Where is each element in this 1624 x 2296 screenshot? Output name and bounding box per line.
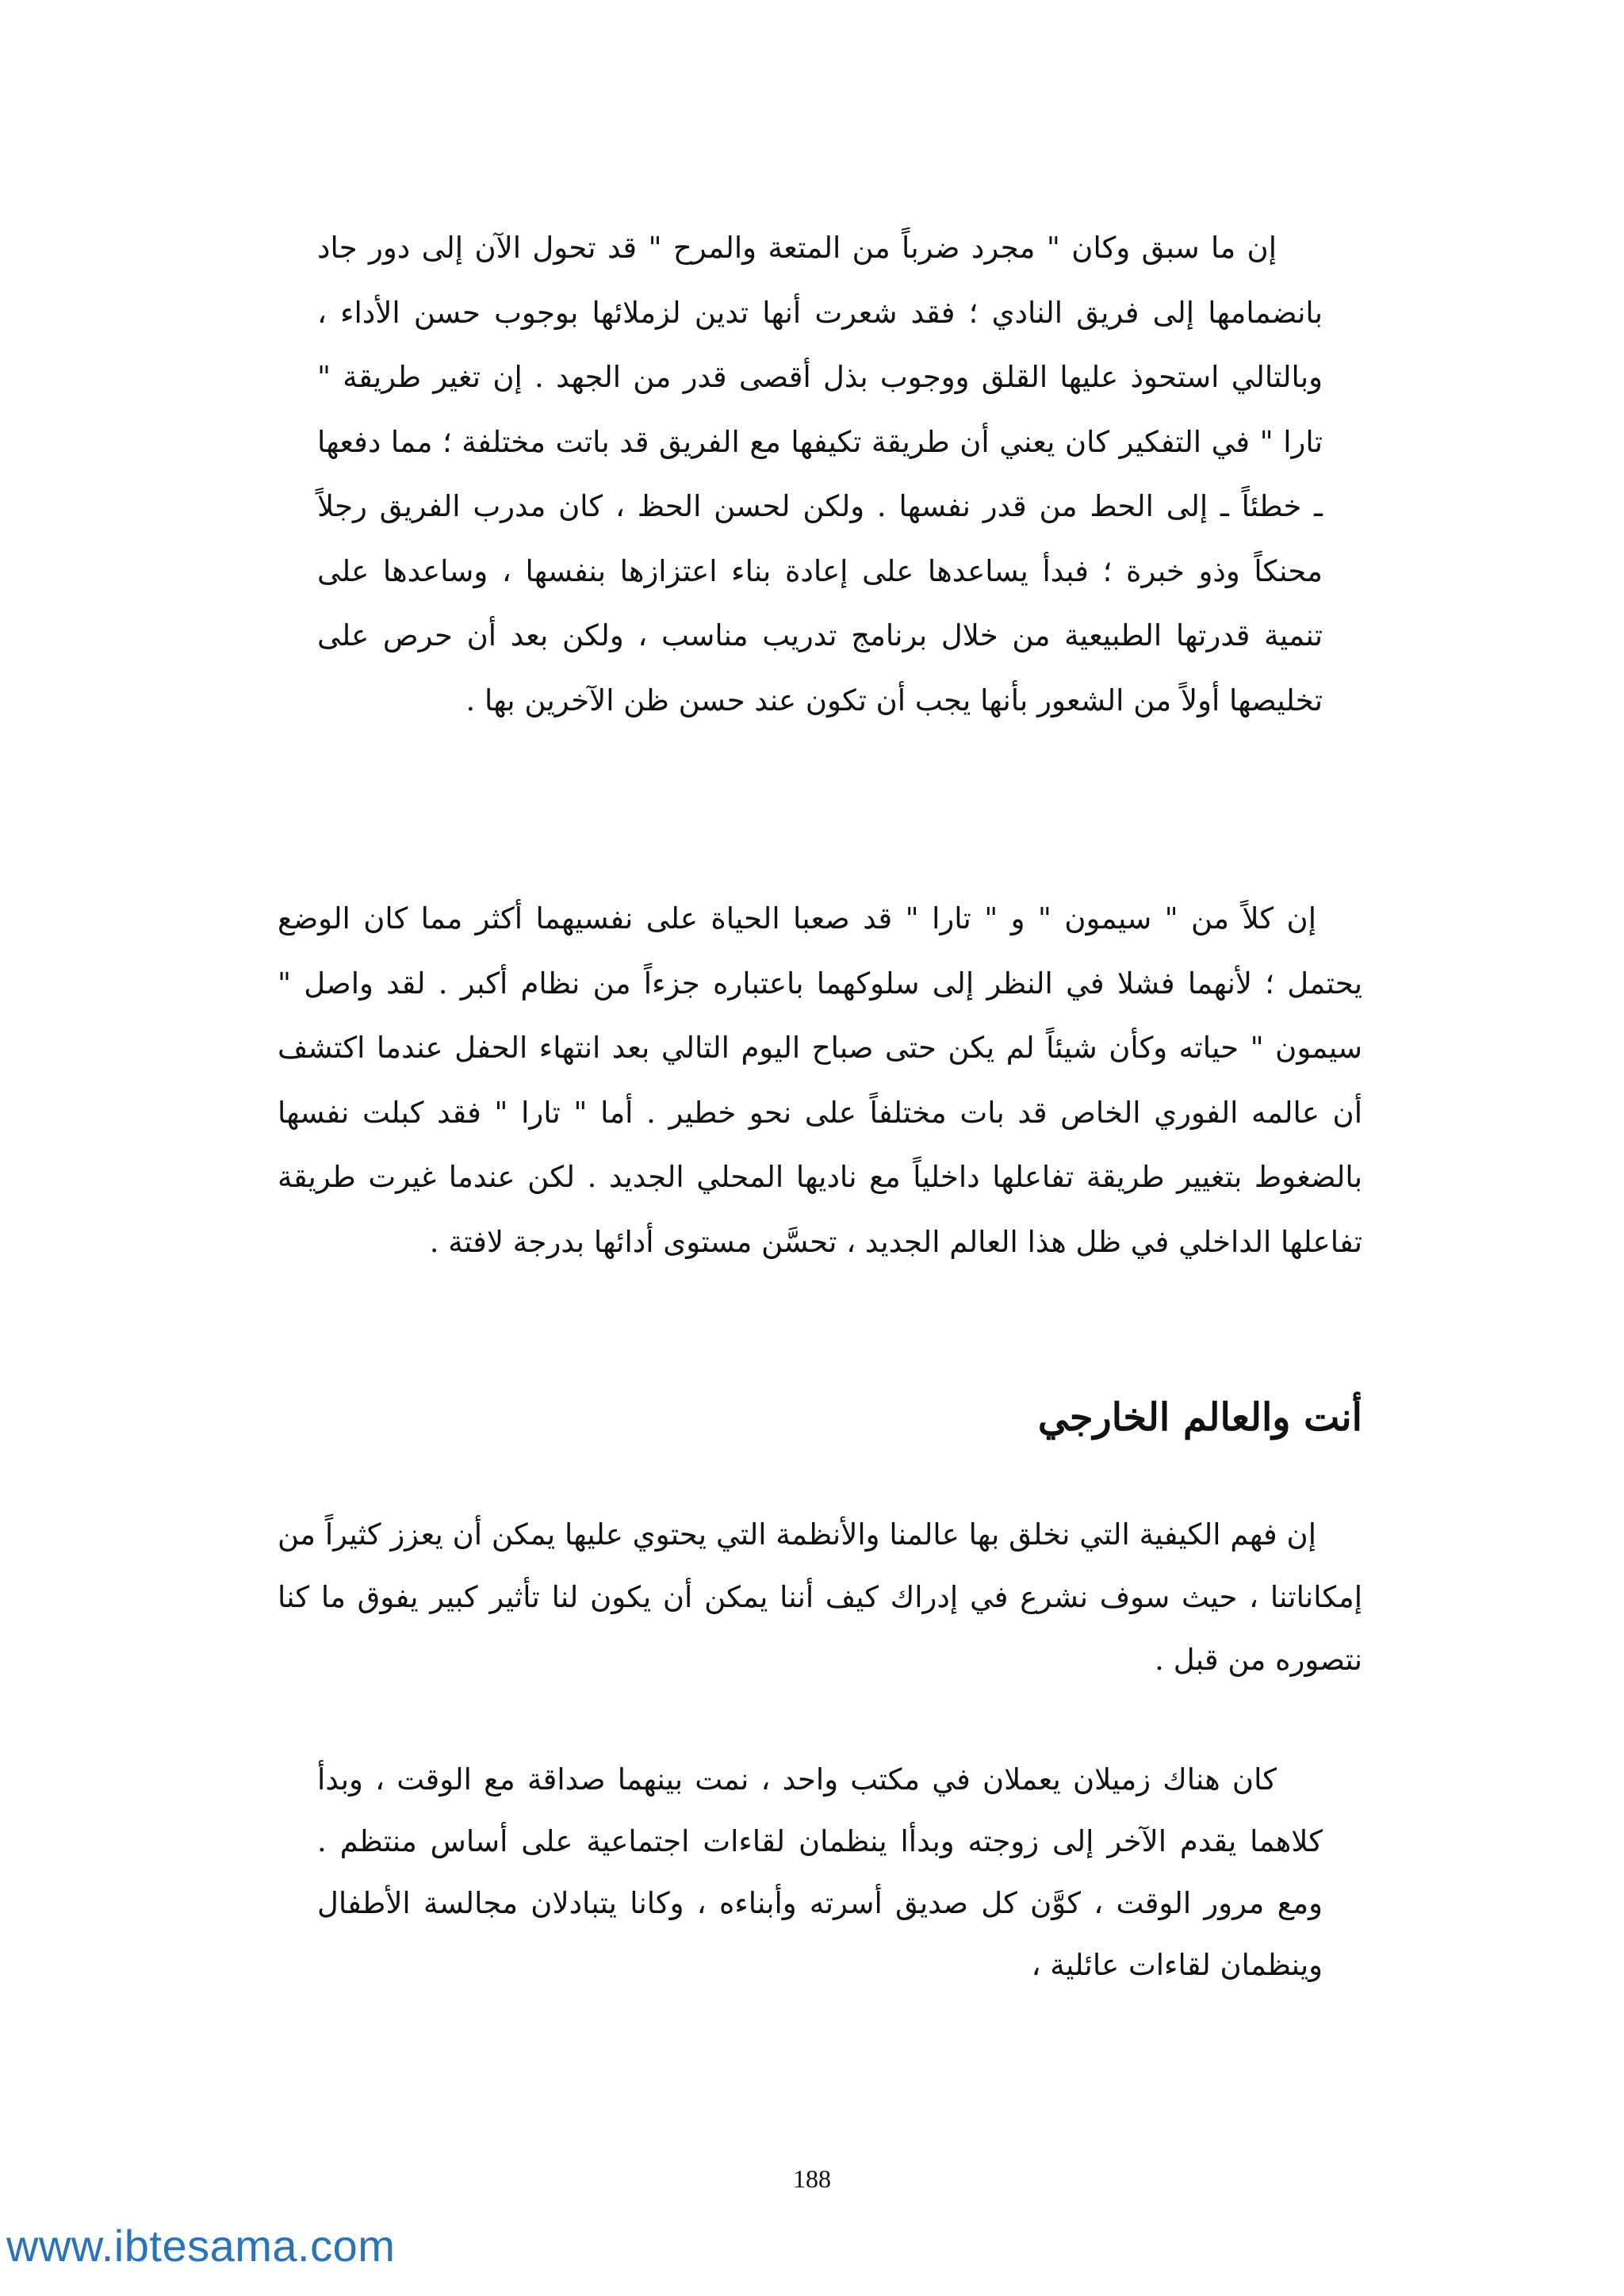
paragraph-tara-team: إن ما سبق وكان " مجرد ضرباً من المتعة والمرح " قد تحول الآن إلى دور جاد بانضمامها إلى فريق النادي ؛ فقد شعرت أنها تدين لزملائها بوجوب حسن الأداء ، وبالتالي استحوذ عليها القلق ووجوب بذل أقصى قدر من الجهد . إن تغير طريقة " تارا " في التفكير كان يعني أن طريقة تكيفها مع الفريق قد باتت مختلفة ؛ مما دفعها ـ خطئاً ـ إلى الحط من قدر نفسها . ولكن لحسن الحظ ، كان مدرب الفريق رجلاً محنكاً وذو خبرة ؛ فبدأ يساعدها على إعادة بناء اعتزازها بنفسها ، وساعدها على تنمية قدرتها الطبيعية من خلال برنامج تدريب مناسب ، ولكن بعد أن حرص على تخليصها أولاً من الشعور بأنها يجب أن تكون عند حسن ظن الآخرين بها . [317, 231, 1323, 718]
paragraph-two-colleagues: كان هناك زميلان يعملان في مكتب واحد ، نمت بينهما صداقة مع الوقت ، وبدأ كلاهما يقدم الآخر إلى زوجته وبدأا ينظمان لقاءات اجتماعية على أساس منتظم . ومع مرور الوقت ، كوَّن كل صديق أسرته وأبناءه ، وكانا يتبادلان مجالسة الأطفال وينظمان لقاءات عائلية ، [317, 1762, 1323, 1982]
page-number: 188 [793, 2164, 831, 2193]
section-heading: أنت والعالم الخارجي [1037, 1395, 1362, 1440]
paragraph-understanding-systems: إن فهم الكيفية التي نخلق بها عالمنا والأنظمة التي يحتوي عليها يمكن أن يعزز كثيراً من إمكاناتنا ، حيث سوف نشرع في إدراك كيف أننا يمكن أن يكون لنا تأثير كبير يفوق ما كنا نتصوره من قبل . [278, 1517, 1362, 1677]
paragraph-simon-and-tara: إن كلاً من " سيمون " و " تارا " قد صعبا الحياة على نفسيهما أكثر مما كان الوضع يحتمل ؛ لأنهما فشلا في النظر إلى سلوكهما باعتباره جزءاً من نظام أكبر . لقد واصل " سيمون " حياته وكأن شيئاً لم يكن حتى صباح اليوم التالي بعد انتهاء الحفل عندما اكتشف أن عالمه الفوري الخاص قد بات مختلفاً على نحو خطير . أما " تارا " فقد كبلت نفسها بالضغوط بتغيير طريقة تفاعلها داخلياً مع ناديها المحلي الجديد . لكن عندما غيرت طريقة تفاعلها الداخلي في ظل هذا العالم الجديد ، تحسَّن مستوى أدائها بدرجة لافتة . [278, 901, 1362, 1259]
site-watermark: www.ibtesama.com [6, 2221, 396, 2271]
